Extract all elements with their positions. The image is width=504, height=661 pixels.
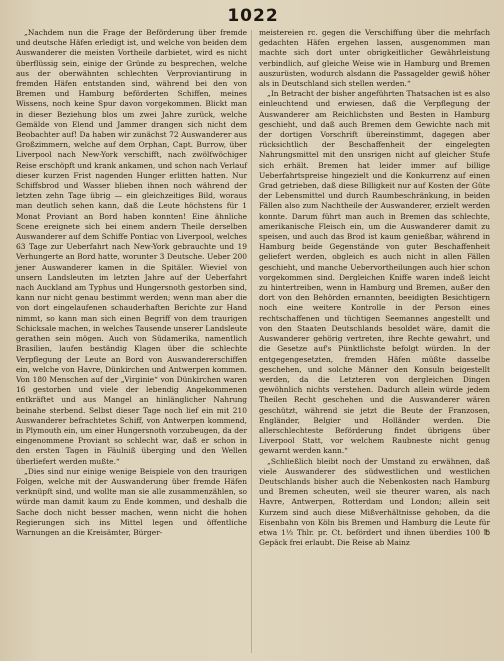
paragraph: meistereien rc. gegen die Verschiffung über die mehrfach gedachten Häfen ergehen lassen, ausgenommen man machte sich dort unter obrigkeitlicher Gewährleistung verbindlich, auf gleiche Weise wie in Hamburg und Bremen auszurüsten, wodurch alsdann die Passagelder gewiß höher als in Deutschland sich stellen werden.“ [259, 28, 490, 89]
paragraph: „Schließlich bleibt noch der Umstand zu erwähnen, daß viele Auswanderer des südwestlichen und westlichen Deutschlands bisher auch die Nebenkosten nach Hamburg und Bremen scheuten, weil sie theurer waren, als nach Havre, Antwerpen, Rotterdam und London; allein seit Kurzem sind auch diese Mißverhältnisse gehoben, da die Eisenbahn von Köln bis Bremen und Hamburg die Leute für etwa 1⅓ Thlr. pr. Ct. befördert und ihnen überdies 100 ℔ Gepäck frei erlaubt. Die Reise ab Mainz [259, 456, 490, 548]
page-number: 1022 [227, 6, 279, 26]
paragraph: „Dies sind nur einige wenige Beispiele von den traurigen Folgen, welche mit der Auswanderung über fremde Häfen verknüpft sind, und wollte man sie alle zusammenzählen, so würde man damit kaum zu Ende kommen, und deshalb die Sache doch nicht besser machen, wenn nicht die hohen Regierungen sich ins Mittel legen und öffentliche Warnungen an die Kreisämter, Bürger- [16, 466, 247, 537]
left-column [16, 28, 247, 548]
column-divider [251, 30, 252, 653]
paragraph: „In Betracht der bisher angeführten Thatsachen ist es also einleuchtend und erwiesen, daß die Verpflegung der Auswanderer am Reichlichsten und Besten in Hamburg geschieht, und daß auch Bremen dem Gewichte nach mit der dortigen Vorschrift übereinstimmt, dagegen aber rücksichtlich der Beschaffenheit der eingelegten Nahrungsmittel mit den unsrigen nicht auf gleicher Stufe sich erhält. Bremen hat leider immer auf billige Ueberfahrtspreise hingezielt und die Konkurrenz auf einen Grad getrieben, daß diese Billigkeit nur auf Kosten der Güte der Lebensmittel und durch Raumbeschränkung, in beiden Fällen also zum Nachtheile der Auswanderer, erzielt werden konnte. Darum führt man auch in Bremen das schlechte, amerikanische Fleisch ein, um die Auswanderer damit zu speisen, und auch das Brod ist kaum genießbar, während in Hamburg beide Gegenstände von guter Beschaffenheit geliefert werden, obgleich es auch nicht in allen Fällen geschieht, und manche Uebervortheilungen auch hier schon vorgekommen sind. Dergleichen Kniffe waren indeß leicht zu hintertreiben, wenn in Hamburg und Bremen, außer den dort von den Behörden ernannten, beeidigten Besichtigern noch eine weitere Kontrolle in der Person eines rechtschaffenen und tüchtigen Seemannes angestellt und von den Staaten Deutschlands besoldet wäre, damit die Auswanderer gehörig vertreten, ihre Rechte gewahrt, und die Gesetze auf's Pünktlichste befolgt würden. In der entgegengesetzten, fremden Häfen müßte dasselbe geschehen, und solche Männer den Konsuln beigestellt werden, da die Letzteren von dergleichen Dingen gewöhnlich nichts verstehen. Dadurch allein würde jedem Theilen Recht geschehen und die Auswanderer wären geschützt, während sie jetzt die Beute der Franzosen, Engländer, Belgier und Holländer werden. Die allerschlechteste Beförderung findet übrigens über Liverpool Statt, vor welchem Raubneste nicht genug gewarnt werden kann.“ [259, 89, 490, 456]
right-column [259, 28, 490, 548]
text-columns [16, 28, 490, 548]
paragraph: „Nachdem nun die Frage der Beförderung über fremde und deutsche Häfen erledigt ist, und welche von beiden dem Auswanderer die meisten Vortheile darbietet, wird es nicht überflüssig sein, einige der Gründe zu besprechen, welche aus der oberwähnten schlechten Verproviantirung in fremden Häfen entstanden sind, während bei den von Bremen und Hamburg beförderten Schiffen, meines Wissens, noch keine Spur davon vorgekommen. Blickt man in dieser Beziehung blos um zwei Jahre zurück, welche Gemälde von Elend und Jammer drangen sich nicht dem Beobachter auf! Da haben wir zunächst 72 Auswanderer aus Großzimmern, welche auf dem Orphan, Capt. Burrow, über Liverpool nach New-York verschifft, nach zwölfwöchiger Reise erschöpft und krank ankamen, und schon nach Verlauf dieser kurzen Frist nagenden Hunger erlitten hatten. Nur Schiffsbrod und Wasser blieben ihnen noch während der letzten zehn Tage übrig — ein gleichzeitiges Bild, woraus man deutlich sehen kann, daß die Leute höchstens für 1 Monat Proviant an Bord haben konnten! Eine ähnliche Scene ereignete sich bei einem andern Theile derselben Auswanderer auf dem Schiffe Pontiac von Liverpool, welches 63 Tage zur Ueberfahrt nach New-York gebrauchte und 19 Verhungerte an Bord hatte, worunter 3 Deutsche. Ueber 200 jener Auswanderer kamen in die Spitäler. Wieviel von unsern Landsleuten im letzten Jahre auf der Ueberfahrt nach Auckland am Typhus und Hungersnoth gestorben sind, kann nur nicht genau bestimmt werden; wenn man aber die von dort eingelaufenen schauderhaften Berichte zur Hand nimmt, so kann man sich einen Begriff von dem traurigen Schicksale machen, in welches Tausende unserer Landsleute gerathen sein mögen. Auch von Südamerika, namentlich Brasilien, laufen beständig Klagen über die schlechte Verpflegung der Leute an Bord von Auswandererschiffen ein, welche von Havre, Dünkirchen und Antwerpen kommen. Von 180 Menschen auf der „Virginie“ von Dünkirchen waren 16 gestorben und viele der lebendig Angekommenen entkräftet und aus Mangel an hinlänglicher Nahrung beinahe sterbend. Selbst dieser Tage noch lief ein mit 210 Auswanderer befrachtetes Schiff, von Antwerpen kommend, in Plymouth ein, um einer Hungersnoth vorzubeugen, da der eingenommene Proviant so schlecht war, daß er schon in den ersten Tagen in Fäulniß überging und den Wellen überliefert werden mußte.“ [16, 28, 247, 466]
